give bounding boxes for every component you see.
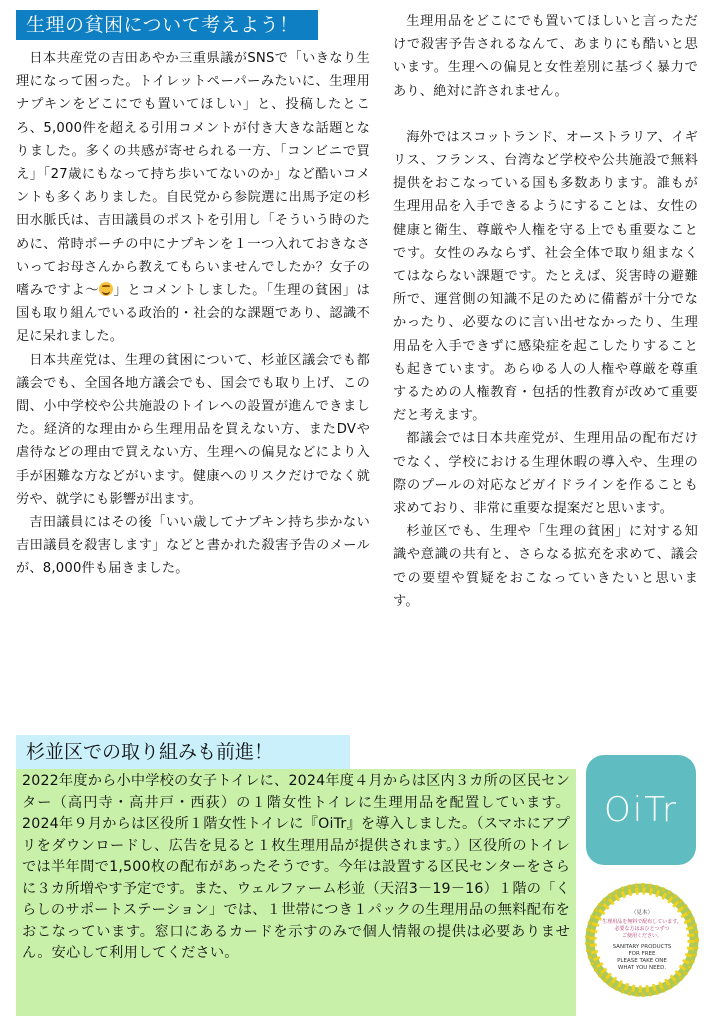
- oitr-app-icon: [586, 755, 696, 865]
- left-paragraph-2: 日本共産党は、生理の貧困について、杉並区議会でも都議会でも、全国各地方議会でも、国会でも取り上げ、この間、小中学校や公共施設のトイレへの設置が進んできました。経済的な理由から生理用品を買えない方、またDVや虐待などの理由で買えない方、生理への偏見などにより入手が困難な方などがいます。健康へのリスクだけでなく就労や、就学にも影響が出ます。: [16, 352, 370, 507]
- page-title: 生理の貧困について考えよう！: [16, 10, 318, 40]
- wreath-line-6: FOR FREE: [628, 951, 656, 957]
- wreath-line-5: SANITARY PRODUCTS: [612, 944, 672, 950]
- right-paragraph-2: 海外ではスコットランド、オーストラリア、イギリス、フランス、台湾など学校や公共施設で無料提供をおこなっている国も多数あります。誰もが生理用品を入手できるようにすることは、女性の健康と衛生、尊厳や人権を守る上でも重要なことです。女性のみならず、社会全体で取り組まなくてはならない課題です。たとえば、災害時の避難所で、運営側の知識不足のために備蓄が十分でなかったり、必要なのに言い出せなかったり、生理用品を入手できずに感染症を起こしたりすることも起きています。あらゆる人の人権や尊厳を尊重するための人権教育・包括的性教育が改めて重要だと考えます。: [393, 129, 698, 424]
- suginami-initiatives-text: 2022年度から小中学校の女子トイレに、2024年度４月からは区内３カ所の区民センター（高円寺・高井戸・西荻）の１階女性トイレに生理用品を配置しています。2024年９月からは区役所１階女性トイレに『OiTr』を導入しました。（スマホにアプリをダウンロードし、広告を見ると１枚生理用品が提供されます。）区役所のトイレでは半年間で1,500枚の配布があったそうです。今年は設置する区民センターをさらに３カ所増やす予定です。また、ウェルファーム杉並（天沼3－19－16）１階の「くらしのサポートステーション」では、１世帯につき１パックの生理用品の無料配布をおこなっています。窓口にあるカードを示すのみで個人情報の提供は必要ありません。安心して利用してください。: [22, 773, 570, 961]
- right-paragraph-3: 都議会では日本共産党が、生理用品の配布だけでなく、学校における生理休暇の導入や、生理の際のプールの対応などガイドラインを作ることも求めており、非常に重要な提案だと思います。: [393, 431, 698, 517]
- wreath-line-4: ご使用ください。: [621, 933, 663, 939]
- section-subheading: 杉並区での取り組みも前進！: [16, 735, 350, 769]
- left-paragraph-1-part-a: 日本共産党の吉田あやか三重県議がSNSで「いきなり生理になって困った。トイレットペーパーみたいに、生理用ナプキンをどこにでも置いてほしい」と、投稿したところ、5,000件を超える引用コメントが付き大きな話題となりました。多くの共感が寄せられる一方、「コンビニで買え」「27歳にもなって持ち歩いてないのか」など酷いコメントも多くありました。自民党から参院選に出馬予定の杉田水脈氏は、吉田議員のポストを引用し「そういう時のために、常時ポーチの中にナプキンを１一つ入れておきなさいってお母さんから教えてもらいませんでしたか？女子の嗜みですよ～: [16, 51, 370, 299]
- wreath-line-3: 必要な方はおひとつずつ: [614, 926, 670, 932]
- right-paragraph-1: 生理用品をどこにでも置いてほしいと言っただけで殺害予告されるなんて、あまりにも酷いと思います。生理への偏見と女性差別に基づく暴力であり、絶対に許されません。: [393, 14, 698, 99]
- left-column: [16, 47, 370, 581]
- right-column: [393, 10, 698, 613]
- wreath-line-1: （見本）: [630, 910, 654, 916]
- oitr-logo-text: OiTr: [604, 790, 678, 830]
- wreath-line-8: WHAT YOU NEED.: [617, 965, 667, 971]
- wreath-line-7: PLEASE TAKE ONE: [617, 958, 667, 964]
- smiley-emoji-icon: [99, 282, 113, 296]
- left-paragraph-1: [16, 47, 370, 349]
- right-paragraph-4: 杉並区でも、生理や「生理の貧困」に対する知識や意識の共有と、さらなる拡充を求めて、議会での要望や質疑をおこなっていきたいと思います。: [393, 524, 698, 609]
- suginami-initiatives-box: [16, 769, 576, 1016]
- mimosa-wreath-icon: [584, 882, 700, 998]
- left-paragraph-1-part-b: 」とコメントしました。「生理の貧困」は国も取り組んでいる政治的・社会的な課題であり、認識不足に呆れました。: [16, 283, 370, 345]
- left-paragraph-3: 吉田議員にはその後「いい歳してナプキン持ち歩かない吉田議員を殺害します」などと書かれた殺害予告のメールが、8,000件も届きました。: [16, 515, 370, 577]
- wreath-line-2: 生理用品を無料で配布しています。: [602, 919, 682, 925]
